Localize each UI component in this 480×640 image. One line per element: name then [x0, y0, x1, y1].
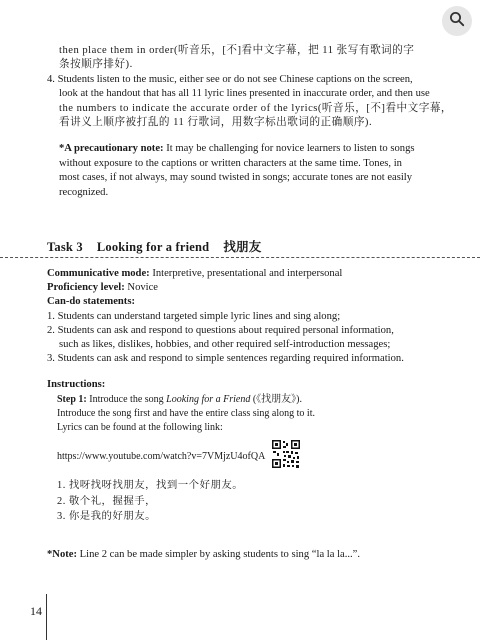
lyrics-list [47, 478, 458, 525]
precaution-note-label: *A precautionary note: [59, 143, 164, 155]
task-label: Task 3 [47, 240, 83, 254]
song-title: Looking for a Friend [166, 393, 251, 405]
list-item-4-line: 看讲义上顺序被打乱的 11 行歌词，用数字标出歌词的正确顺序). [59, 117, 373, 129]
step-1-line: Lyrics can be found at the following link: [57, 422, 223, 434]
footer-rule [46, 594, 47, 640]
precaution-note-line: without exposure to the captions or written characters at the same time. Tones, in [59, 157, 402, 169]
page-number: 14 [30, 604, 42, 618]
song-link[interactable]: https://www.youtube.com/watch?v=7VMjzU4ofQA [57, 450, 266, 462]
task-title: Looking for a friend [96, 240, 210, 254]
can-do-heading: Can-do statements: [47, 296, 135, 308]
can-do-item-cont: such as likes, dislikes, hobbies, and other required self-introduction messages; [59, 339, 391, 351]
lyric-line: 3. 你是我的好朋友。 [57, 511, 157, 523]
instructions-heading: Instructions: [47, 379, 106, 391]
list-item-4-line: 4. Students listen to the music, either see or do not see Chinese captions on the screen, [47, 73, 413, 85]
list-item-4-line: look at the handout that has all 11 lyric lines presented in inaccurate order, and then use [59, 88, 430, 100]
step-text-line: 条按顺序排好). [59, 59, 133, 71]
can-do-item: 3. Students can ask and respond to simple sentences regarding required information. [47, 353, 404, 365]
line-2-note: *Note: Line 2 can be made simpler by asking students to sing “la la la...”. [47, 549, 361, 560]
lyric-line: 1. 找呀找呀找朋友，找到一个好朋友。 [57, 480, 244, 492]
list-item-4-line: the numbers to indicate the accurate order of the lyrics(听音乐，[不]看中文字幕， [59, 102, 453, 114]
qr-code[interactable] [271, 439, 301, 474]
link-row [47, 439, 458, 474]
note-label: *Note: [47, 549, 78, 560]
search-button[interactable] [442, 6, 472, 36]
search-icon [449, 11, 465, 32]
precaution-note: *A precautionary note: It may be challenging for novice learners to listen to songs [59, 143, 415, 155]
section-heading [47, 237, 261, 255]
step-1-line: Introduce the song first and have the entire class sing along to it. [57, 407, 315, 419]
precaution-note-line: recognized. [59, 186, 109, 198]
step-text-line: then place them in order(听音乐，[不]看中文字幕，把 11 张写有歌词的字 [59, 45, 415, 56]
can-do-item: 2. Students can ask and respond to questions about required personal information, [47, 324, 394, 336]
section-divider [0, 257, 480, 258]
top-section [47, 44, 458, 200]
task-title-cn: 找朋友 [223, 240, 262, 254]
can-do-item: 1. Students can understand targeted simple lyric lines and sing along; [47, 310, 341, 322]
precaution-note-line: most cases, if not always, may sound twisted in songs; accurate tones are not easily [59, 172, 413, 184]
lyric-line: 2. 敬个礼，握握手， [57, 495, 157, 507]
proficiency-level: Proficiency level: Novice [47, 282, 159, 294]
communicative-mode: Communicative mode: Interpretive, presentational and interpersonal [47, 268, 343, 279]
task-body [47, 267, 458, 525]
step-1: Step 1: Introduce the song Looking for a Friend (《找朋友》). [57, 393, 303, 405]
